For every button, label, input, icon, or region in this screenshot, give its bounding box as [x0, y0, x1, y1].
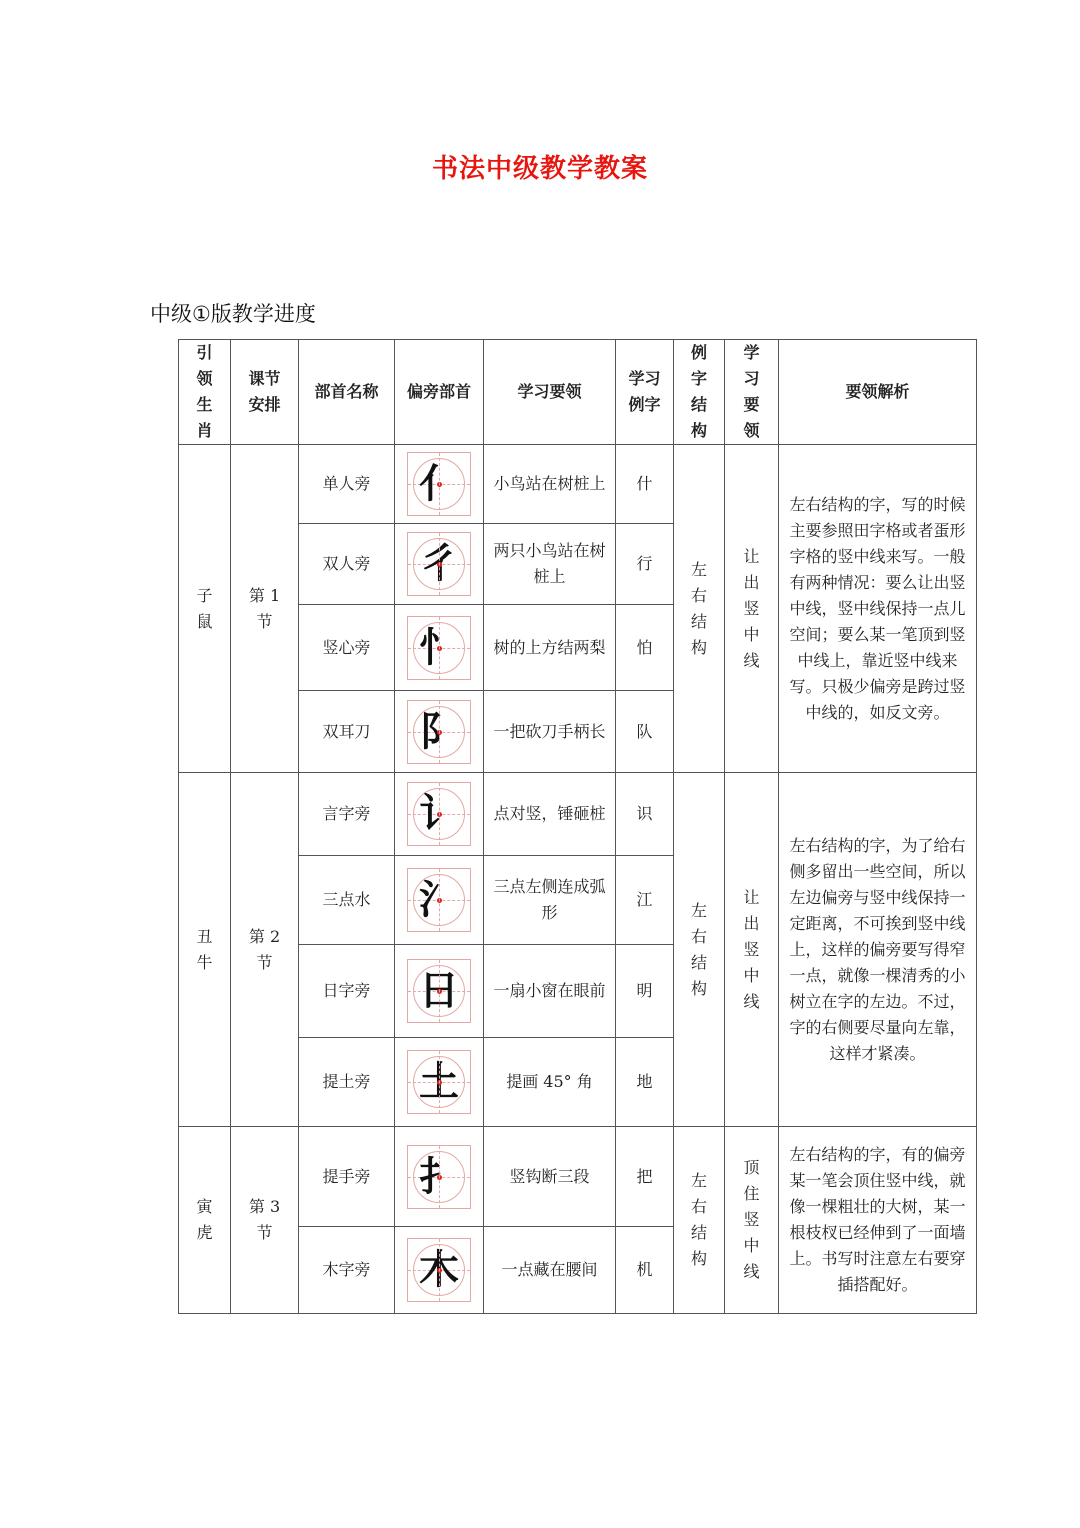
table-header-row [179, 340, 977, 445]
header-radical-name: 部首名称 [299, 340, 395, 445]
example-cell: 行 [616, 524, 674, 605]
table-row [179, 445, 977, 524]
radical-glyph-box [407, 959, 471, 1023]
tip-cell: 一扇小窗在眼前 [484, 945, 616, 1038]
radical-glyph: 日 [419, 968, 459, 1014]
tip-cell: 小鸟站在树桩上 [484, 445, 616, 524]
radical-name-cell: 双耳刀 [299, 691, 395, 773]
lesson-plan-table [178, 339, 977, 1314]
analysis-cell: 左右结构的字，写的时候主要参照田字格或者蛋形字格的竖中线来写。一般有两种情况：要么让出竖中线，竖中线保持一点儿空间；要么某一笔顶到竖中线上，靠近竖中线来写。只极少偏旁是跨过竖中线的，如反文旁。 [779, 445, 977, 773]
radical-glyph-box [407, 782, 471, 846]
radical-glyph: 忄 [419, 624, 459, 671]
radical-name-cell: 提手旁 [299, 1127, 395, 1227]
tip-cell: 提画 45° 角 [484, 1038, 616, 1127]
table-row [179, 773, 977, 856]
radical-name-cell: 木字旁 [299, 1227, 395, 1314]
zodiac-cell: 丑牛 [196, 926, 213, 972]
table-row [179, 1127, 977, 1227]
radical-glyph-box [407, 532, 471, 596]
radical-name-cell: 提土旁 [299, 1038, 395, 1127]
tip-cell: 一把砍刀手柄长 [484, 691, 616, 773]
radical-glyph-box [407, 616, 471, 680]
radical-name-cell: 言字旁 [299, 773, 395, 856]
radical-name-cell: 双人旁 [299, 524, 395, 605]
radical-name-cell: 三点水 [299, 856, 395, 945]
tip-cell: 点对竖，锤砸桩 [484, 773, 616, 856]
radical-name-cell: 竖心旁 [299, 605, 395, 691]
header-zodiac: 引领生肖 [196, 343, 213, 440]
header-tip: 学习要领 [484, 340, 616, 445]
zodiac-cell: 寅虎 [196, 1197, 213, 1242]
example-cell: 明 [616, 945, 674, 1038]
method-cell: 让出竖中线 [743, 546, 760, 670]
radical-glyph: 彳 [419, 541, 459, 587]
analysis-cell: 左右结构的字，为了给右侧多留出一些空间，所以左边偏旁与竖中线保持一定距离，不可挨到竖中线上，这样的偏旁要写得窄一点，就像一棵清秀的小树立在字的左边。不过，字的右侧要尽量向左靠，这样才紧凑。 [779, 773, 977, 1127]
method-cell: 顶住竖中线 [743, 1158, 760, 1281]
tip-cell: 两只小鸟站在树桩上 [484, 524, 616, 605]
radical-glyph: 土 [419, 1059, 459, 1105]
radical-glyph: 氵 [419, 877, 459, 923]
zodiac-cell: 子鼠 [196, 585, 213, 631]
example-cell: 怕 [616, 605, 674, 691]
example-cell: 把 [616, 1127, 674, 1227]
radical-name-cell: 日字旁 [299, 945, 395, 1038]
example-cell: 地 [616, 1038, 674, 1127]
structure-cell: 左右结构 [690, 1171, 707, 1268]
example-cell: 队 [616, 691, 674, 773]
structure-cell: 左右结构 [690, 559, 707, 657]
radical-glyph-box [407, 1050, 471, 1114]
header-radical: 偏旁部首 [406, 382, 471, 401]
example-cell: 江 [616, 856, 674, 945]
lesson-cell: 第 3 节 [248, 1197, 281, 1242]
lesson-cell: 第 1 节 [248, 585, 281, 631]
lesson-cell: 第 2 节 [248, 926, 281, 972]
radical-name-cell: 单人旁 [299, 445, 395, 524]
radical-glyph-box [407, 1238, 471, 1302]
tip-cell: 一点藏在腰间 [484, 1227, 616, 1314]
header-structure: 例字结构 [690, 343, 707, 440]
structure-cell: 左右结构 [690, 900, 707, 998]
radical-glyph-box [407, 868, 471, 932]
header-example: 学习例字 [628, 369, 661, 414]
radical-glyph: 扌 [419, 1153, 459, 1200]
example-cell: 识 [616, 773, 674, 856]
example-cell: 什 [616, 445, 674, 524]
tip-cell: 树的上方结两梨 [484, 605, 616, 691]
radical-glyph: 亻 [419, 461, 459, 507]
radical-glyph-box [407, 700, 471, 764]
analysis-cell: 左右结构的字，有的偏旁某一笔会顶住竖中线，就像一棵粗壮的大树，某一根枝杈已经伸到了一面墙上。书写时注意左右要穿插搭配好。 [779, 1127, 977, 1314]
page-title: 书法中级教学教案 [431, 154, 648, 184]
tip-cell: 三点左侧连成弧形 [484, 856, 616, 945]
method-cell: 让出竖中线 [743, 887, 760, 1011]
radical-glyph: 讠 [419, 791, 459, 837]
header-method: 学习要领 [743, 343, 760, 440]
header-lesson: 课节安排 [248, 369, 281, 414]
radical-glyph: 阝 [419, 708, 459, 755]
section-subtitle: 中级①版教学进度 [150, 302, 316, 326]
tip-cell: 竖钩断三段 [484, 1127, 616, 1227]
header-analysis: 要领解析 [779, 340, 977, 445]
radical-glyph-box [407, 452, 471, 516]
radical-glyph-box [407, 1145, 471, 1209]
example-cell: 机 [616, 1227, 674, 1314]
radical-glyph: 木 [419, 1247, 459, 1293]
